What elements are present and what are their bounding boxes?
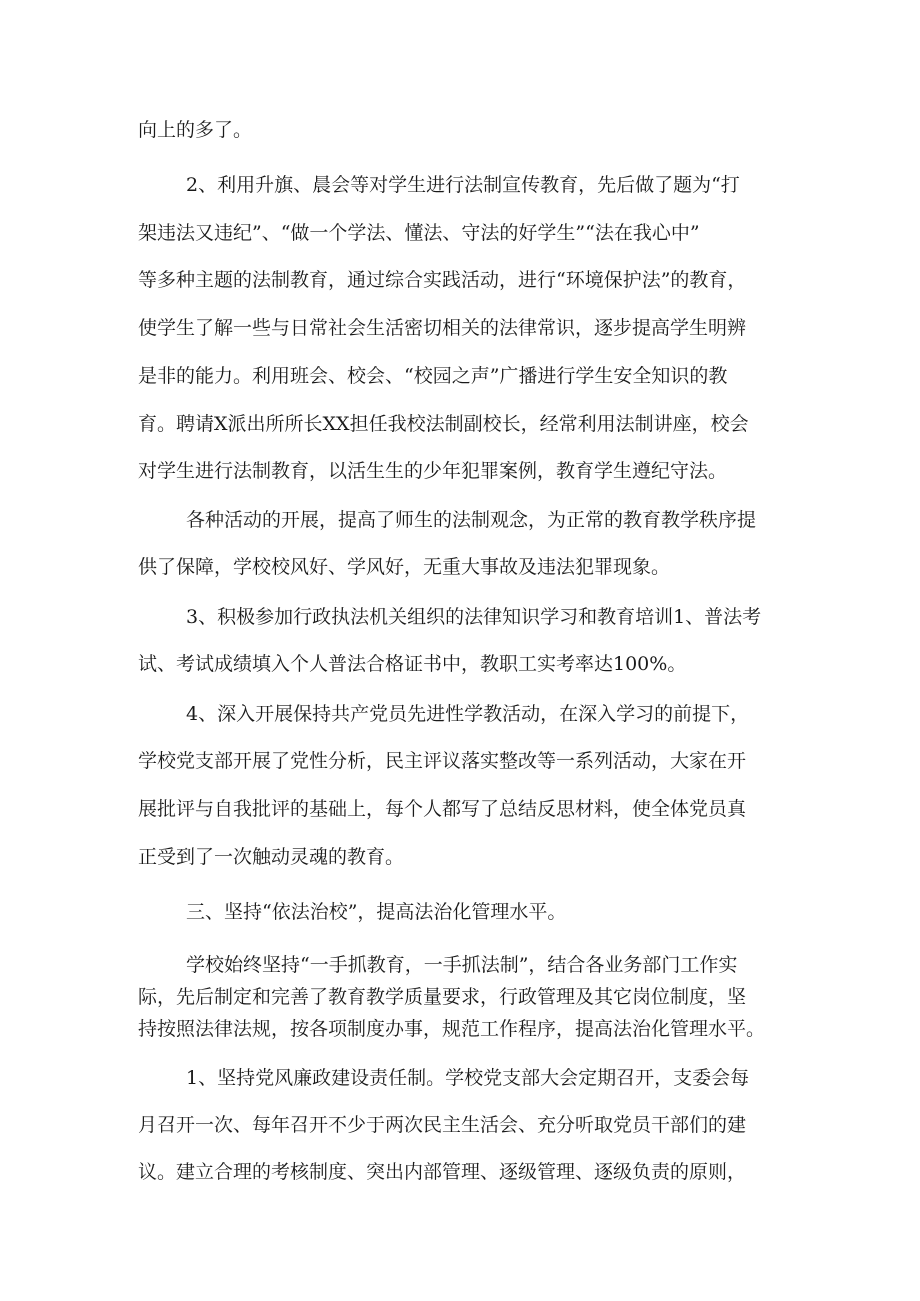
text-line: 育。聘请X派出所所长XX担任我校法制副校长，经常利用法制讲座，校会: [138, 413, 749, 435]
text-line: 际，先后制定和完善了教育教学质量要求，行政管理及其它岗位制度，坚: [138, 986, 747, 1008]
text-line: 议。建立合理的考核制度、突出内部管理、逐级管理、逐级负责的原则，: [138, 1161, 747, 1183]
text-line: 1、坚持党风廉政建设责任制。学校党支部大会定期召开，支委会每: [186, 1067, 750, 1089]
text-line: 对学生进行法制教育，以活生生的少年犯罪案例，教育学生遵纪守法。: [138, 460, 728, 482]
text-line: 使学生了解一些与日常社会生活密切相关的法律常识，逐步提高学生明辨: [138, 317, 747, 339]
text-line: 月召开一次、每年召开不少于两次民主生活会、充分听取党员干部们的建: [138, 1114, 747, 1136]
text-line: 是非的能力。利用班会、校会、“校园之声”广播进行学生安全知识的教: [138, 365, 728, 387]
text-line: 展批评与自我批评的基础上，每个人都写了总结反思材料，使全体党员真: [138, 798, 747, 820]
text-line: 等多种主题的法制教育，通过综合实践活动，进行“环境保护法”的教育，: [138, 269, 747, 291]
text-line: 各种活动的开展，提高了师生的法制观念，为正常的教育教学秩序提: [186, 509, 757, 531]
text-line: 4、深入开展保持共产党员先进性学教活动，在深入学习的前提下，: [186, 703, 750, 725]
text-line: 正受到了一次触动灵魂的教育。: [138, 846, 405, 868]
text-line: 3、积极参加行政执法机关组织的法律知识学习和教育培训1、普法考: [186, 606, 762, 628]
text-line: 供了保障，学校校风好、学风好，无重大事故及违法犯罪现象。: [138, 556, 671, 578]
text-line: 学校始终坚持“一手抓教育，一手抓法制”，结合各业务部门工作实: [186, 954, 738, 976]
text-line: 2、利用升旗、晨会等对学生进行法制宣传教育，先后做了题为“打: [186, 174, 740, 196]
text-line: 试、考试成绩填入个人普法合格证书中，教职工实考率达100%。: [138, 653, 687, 675]
text-line: 学校党支部开展了党性分析，民主评议落实整改等一系列活动，大家在开: [138, 750, 747, 772]
text-line: 持按照法律法规，按各项制度办事，规范工作程序，提高法治化管理水平。: [138, 1018, 766, 1040]
text-line: 向上的多了。: [138, 119, 253, 141]
text-line: 架违法又违纪”、“做一个学法、懂法、守法的好学生”“法在我心中”: [138, 222, 700, 244]
section-heading: 三、坚持“依法治校”，提高法治化管理水平。: [186, 901, 567, 923]
